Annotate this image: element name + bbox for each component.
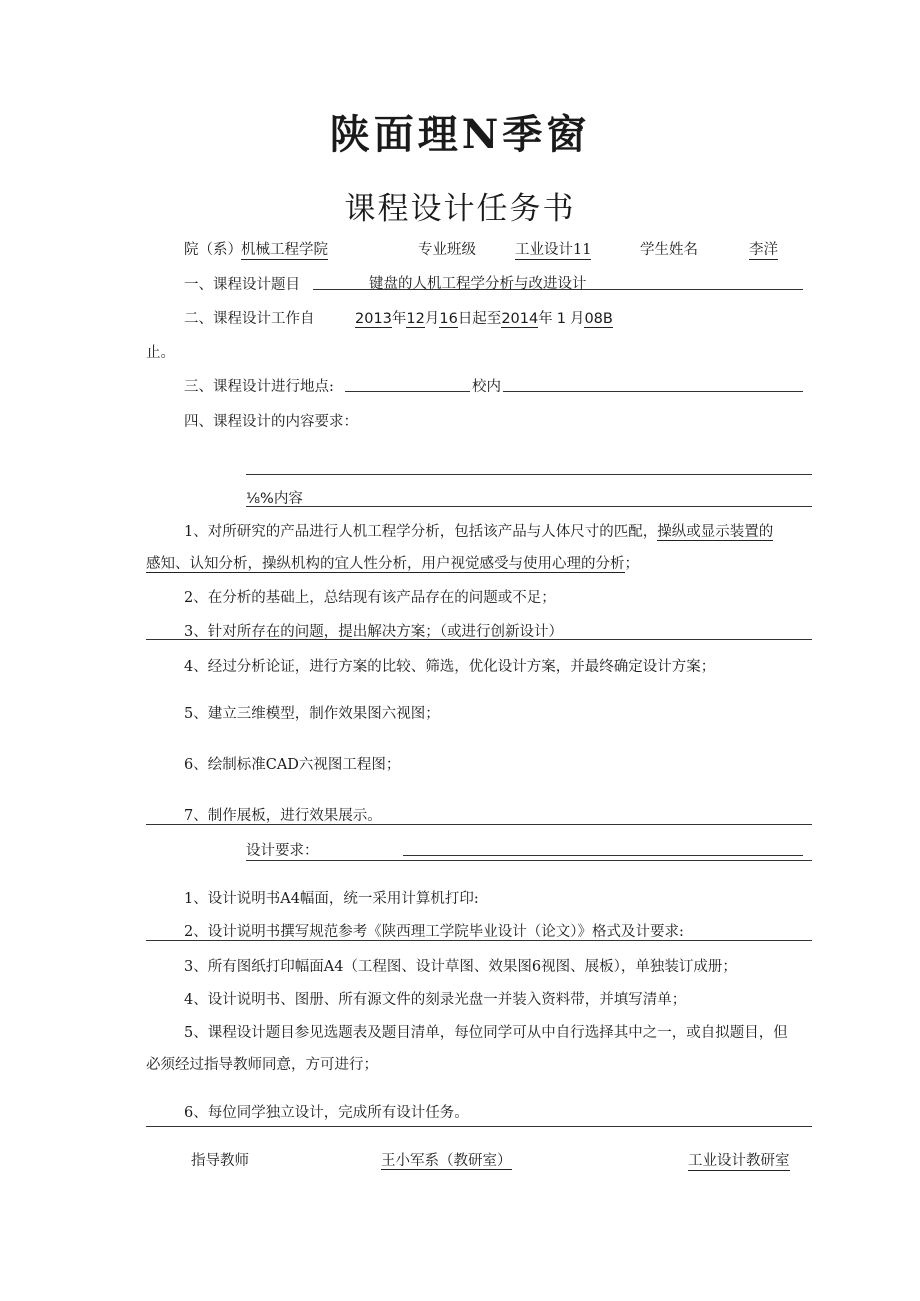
topic-value: 键盘的人机工程学分析与改进设计: [369, 276, 587, 292]
advisor-value: [381, 1149, 512, 1170]
period-suffix: 止。: [146, 345, 175, 361]
requirement-item-6: 6、每位同学独立设计，完成所有设计任务。: [184, 1105, 469, 1121]
requirement-item-5-cont: 必须经过指导教师同意，方可进行；: [146, 1057, 378, 1073]
topic-label: 一、课程设计题目: [184, 277, 300, 293]
start-day: 16: [439, 311, 458, 327]
class-label: 专业班级: [418, 242, 476, 258]
location-label: 三、课程设计进行地点:: [184, 379, 334, 395]
content-item-4: 4、经过分析论证，进行方案的比较、筛选，优化设计方案，并最终确定设计方案；: [184, 659, 716, 675]
advisor-name: 王小军系（教研室）: [381, 1153, 512, 1169]
dept-label: 院（系）: [184, 242, 242, 258]
requirement-item-3: 3、所有图纸打印幅面A4（工程图、设计草图、效果图6视图、展板），单独装订成册；: [184, 959, 737, 975]
content-item-1-cont-text: 感知、认知分析，操纵机构的宜人性分析，用户视觉感受与使用心理的分析: [146, 556, 625, 572]
divider: [146, 824, 812, 825]
divider: [246, 474, 812, 475]
end-month: 1: [556, 311, 566, 327]
school-name: 陕面理N季窗: [329, 111, 591, 158]
content-item-1-cont: [146, 552, 639, 573]
content-item-7: 7、制作展板，进行效果展示。: [184, 808, 382, 824]
start-month-char: 月: [424, 311, 440, 327]
content-requirements-label: 四、课程设计的内容要求：: [184, 414, 358, 430]
period-line: [355, 307, 613, 328]
content-item-5: 5、建立三维模型，制作效果图六视图；: [184, 706, 440, 722]
document-title: 课程设计任务书: [344, 191, 576, 227]
location-underline-a: [345, 391, 470, 392]
end-month-char: 月: [569, 311, 585, 327]
day-from: 日起至: [457, 311, 502, 327]
location-value: 校内: [472, 379, 501, 395]
end-year-char: 年: [538, 311, 553, 327]
divider: [146, 639, 812, 640]
divider: [146, 1126, 812, 1127]
content-item-1-text: 1、对所研究的产品进行人机工程学分析，包括该产品与人体尺寸的匹配，: [184, 524, 658, 540]
class-value: 工业设计11: [515, 238, 591, 260]
requirement-item-1: 1、设计说明书A4幅面，统一采用计算机打印:: [184, 891, 479, 907]
requirements-underline: [403, 855, 803, 856]
requirements-heading: 设计要求：: [246, 839, 319, 861]
content-item-1-underlined: 操纵或显示装置的: [657, 524, 774, 540]
requirement-item-5: 5、课程设计题目参见选题表及题目清单，每位同学可从中自行选择其中之一，或自拟题目，但: [184, 1025, 788, 1041]
divider: [246, 506, 812, 507]
dept-value: 机械工程学院: [241, 238, 328, 260]
content-item-1: [184, 520, 773, 541]
divider: [246, 860, 812, 861]
start-year: 2013: [355, 311, 392, 327]
start-month: 12: [406, 311, 425, 327]
advisor-label: 指导教师: [191, 1153, 249, 1169]
period-label: 二、课程设计工作自: [184, 311, 315, 327]
content-item-2: 2、在分析的基础上，总结现有该产品存在的问题或不足；: [184, 590, 556, 606]
content-item-6: 6、绘制标准CAD六视图工程图；: [184, 757, 401, 773]
start-year-char: 年: [391, 311, 407, 327]
end-day: 08B: [584, 311, 613, 327]
requirement-item-2: 2、设计说明书撰写规范参考《陕西理工学院毕业设计（论文）》格式及计要求:: [184, 924, 684, 940]
divider: [146, 940, 812, 941]
location-underline-b: [503, 391, 803, 392]
requirement-item-4: 4、设计说明书、图册、所有源文件的刻录光盘一并装入资料带，并填写清单；: [184, 992, 687, 1008]
content-item-3: 3、针对所存在的问题，提出解决方案；（或进行创新设计）: [184, 624, 563, 640]
content-heading: ⅛%内容: [246, 491, 303, 507]
content-item-1-cont-end: ；: [624, 556, 639, 572]
office-value: 工业设计教研室: [688, 1149, 790, 1171]
student-label: 学生姓名: [640, 242, 698, 258]
student-value: 李洋: [749, 238, 778, 260]
end-year: 2014: [501, 311, 539, 327]
